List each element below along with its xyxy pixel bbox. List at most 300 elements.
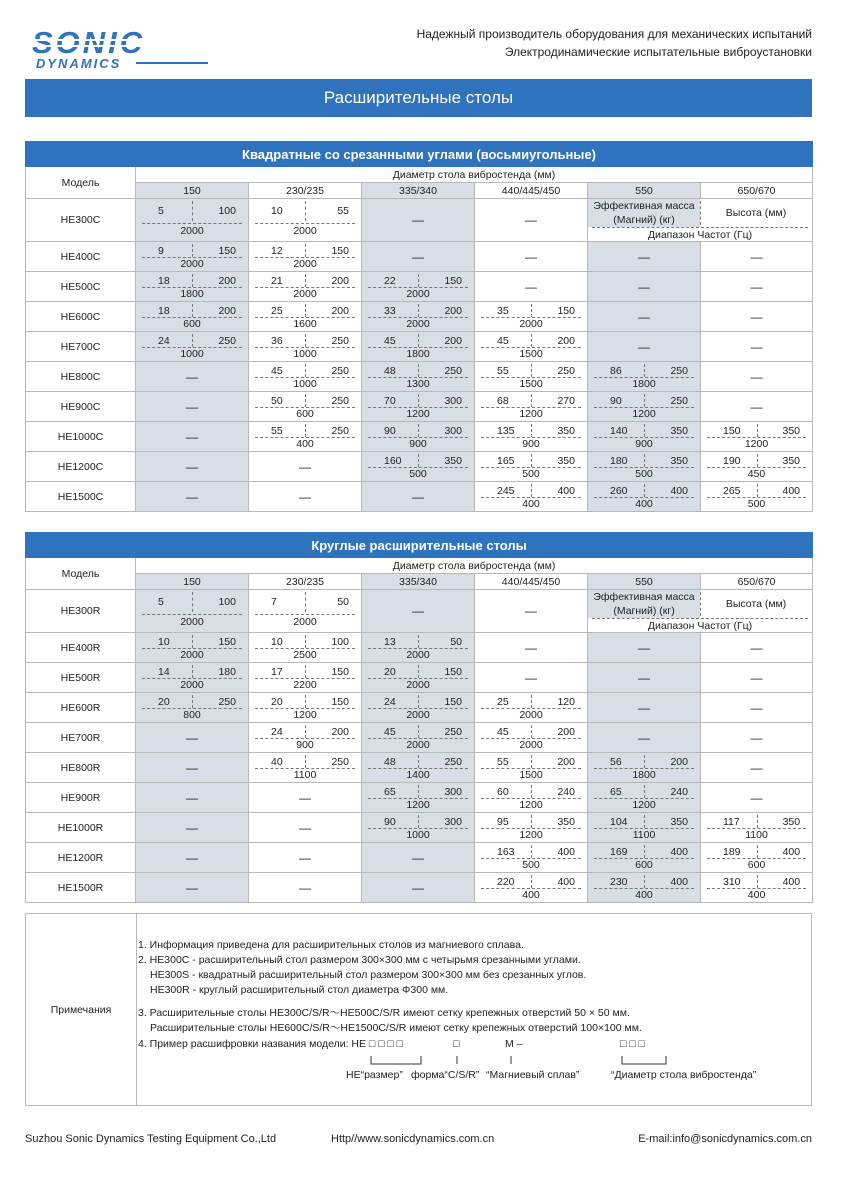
cell-divider	[305, 201, 306, 221]
mass-value: 7	[271, 596, 277, 608]
table-cell	[701, 633, 813, 663]
empty-dash: —	[750, 399, 763, 414]
frequency-value: 1000	[293, 378, 317, 390]
cell-divider	[305, 635, 306, 648]
table-cell	[588, 332, 701, 362]
frequency-value: 2000	[180, 258, 204, 270]
height-value: 350	[670, 425, 688, 437]
mass-value: 86	[610, 365, 622, 377]
legend-frequency: Диапазон Частот (Гц)	[647, 229, 753, 241]
cell-divider	[418, 304, 419, 317]
size-header-3: 440/445/450	[475, 574, 588, 590]
height-value: 200	[218, 275, 236, 287]
frequency-value: 2500	[293, 649, 317, 661]
mass-value: 265	[723, 485, 741, 497]
cell-divider	[644, 484, 645, 497]
empty-dash: —	[525, 279, 537, 294]
table-row	[26, 302, 813, 332]
cell-values	[249, 723, 361, 752]
table-cell	[136, 753, 249, 783]
svg-text:DYNAMICS: DYNAMICS	[36, 56, 122, 71]
height-value: 350	[782, 455, 801, 467]
note-line-5: 3. Расширительные столы HE300C/S/R～HE500C/S/R имеют сетку крепежных отверстий 50 × 50 мм.	[138, 1007, 630, 1019]
cell-divider	[418, 815, 419, 828]
cell-divider	[305, 725, 306, 738]
table-row	[26, 783, 813, 813]
legend-cell	[588, 199, 813, 242]
mass-value: 117	[723, 816, 740, 828]
cell-values	[136, 199, 248, 241]
empty-dash: —	[638, 339, 650, 354]
table-cell	[701, 392, 813, 422]
table-cell	[701, 482, 813, 512]
empty-dash: —	[638, 640, 650, 655]
frequency-value: 1200	[632, 799, 656, 811]
table-row	[26, 873, 813, 903]
cell-divider	[531, 424, 532, 437]
cell-values	[701, 843, 812, 872]
table-row	[26, 723, 813, 753]
empty-dash: —	[750, 790, 763, 805]
table-row	[26, 843, 813, 873]
empty-dash: —	[299, 880, 311, 895]
round-header-row	[26, 558, 813, 574]
table-cell	[701, 332, 813, 362]
frequency-value: 500	[522, 468, 540, 480]
empty-dash: —	[750, 279, 763, 294]
mass-value: 10	[271, 636, 283, 648]
mass-value: 135	[497, 425, 515, 437]
cell-divider	[531, 394, 532, 407]
mass-value: 90	[610, 395, 622, 407]
size-header-5: 650/670	[701, 183, 813, 199]
table-cell	[588, 723, 701, 753]
frequency-value: 500	[522, 859, 540, 871]
cell-divider	[305, 244, 306, 257]
height-value: 400	[670, 846, 688, 858]
table-cell	[249, 693, 362, 723]
height-value: 240	[670, 786, 688, 798]
height-value: 150	[331, 696, 349, 708]
cell-divider	[418, 334, 419, 347]
table-cell	[588, 873, 701, 903]
height-value: 150	[444, 696, 462, 708]
table-cell	[701, 753, 813, 783]
cell-values	[362, 723, 474, 752]
empty-dash: —	[299, 790, 311, 805]
mass-value: 33	[384, 305, 396, 317]
cell-values	[588, 422, 700, 451]
page-title: Расширительные столы	[25, 79, 812, 117]
model-name: HE400C	[26, 242, 136, 272]
table-cell	[136, 302, 249, 332]
mass-value: 45	[384, 726, 396, 738]
mass-value: 65	[384, 786, 396, 798]
frequency-value: 2000	[406, 679, 430, 691]
cell-divider	[192, 695, 193, 708]
cell-divider	[142, 614, 242, 615]
mass-value: 40	[271, 756, 283, 768]
size-header-5: 650/670	[701, 574, 813, 590]
legend-divider	[592, 227, 808, 228]
cell-values	[136, 272, 248, 301]
height-value: 250	[557, 365, 575, 377]
cell-divider	[531, 845, 532, 858]
height-value: 350	[670, 816, 688, 828]
frequency-value: 1200	[744, 438, 769, 450]
note-line-6: Расширительные столы HE600C/S/R～HE1500C/S/R имеют сетку крепежных отверстий 100×100 мм.	[150, 1022, 642, 1034]
octagonal-header-row	[26, 167, 813, 183]
empty-dash: —	[750, 309, 763, 324]
note-line-2: 2. HE300C - расширительный стол размером 300×300 мм с четырьмя срезанными углами.	[138, 954, 581, 966]
mass-value: 14	[158, 666, 170, 678]
frequency-value: 1100	[293, 769, 317, 781]
frequency-value: 600	[635, 859, 653, 871]
mass-value: 160	[384, 455, 402, 467]
table-cell	[249, 332, 362, 362]
height-value: 200	[218, 305, 236, 317]
table-cell	[362, 633, 475, 663]
empty-dash: —	[750, 760, 763, 775]
cell-divider	[531, 875, 532, 888]
model-name: HE500C	[26, 272, 136, 302]
legend-frequency: Диапазон Частот (Гц)	[647, 620, 753, 632]
frequency-value: 1200	[519, 408, 543, 420]
table-cell	[136, 723, 249, 753]
cell-values	[249, 392, 361, 421]
height-value: 200	[331, 726, 349, 738]
height-value: 250	[331, 365, 349, 377]
frequency-value: 2000	[180, 679, 204, 691]
table-cell	[249, 783, 362, 813]
frequency-value: 400	[635, 889, 653, 901]
mass-value: 25	[497, 696, 509, 708]
cell-values	[701, 482, 812, 511]
cell-divider	[531, 755, 532, 768]
cell-divider	[757, 845, 758, 858]
cell-values	[362, 693, 474, 722]
model-name: HE500R	[26, 663, 136, 693]
legend-mass-unit: (Магний) (кг)	[613, 605, 675, 617]
table-cell	[249, 422, 362, 452]
frequency-value: 400	[522, 889, 540, 901]
table-cell	[249, 753, 362, 783]
cell-divider	[418, 364, 419, 377]
empty-dash: —	[412, 604, 424, 618]
cell-values	[362, 452, 474, 481]
table-cell	[362, 242, 475, 272]
mass-value: 13	[384, 636, 396, 648]
cell-divider	[305, 424, 306, 437]
cell-values	[475, 422, 587, 451]
note-line-7: 4. Пример расшифровки названия модели: HE □ □ □ □	[138, 1038, 404, 1050]
frequency-value: 900	[522, 438, 540, 450]
table-cell	[475, 332, 588, 362]
footer-email[interactable]: E-mail:info@sonicdynamics.com.cn	[638, 1133, 812, 1145]
table-cell	[362, 663, 475, 693]
cell-divider	[305, 394, 306, 407]
frequency-value: 900	[296, 739, 314, 751]
empty-dash: —	[525, 213, 537, 227]
empty-dash: —	[299, 820, 311, 835]
cell-values	[249, 272, 361, 301]
size-header-1: 230/235	[249, 183, 362, 199]
cell-divider	[418, 454, 419, 467]
cell-values	[362, 272, 474, 301]
height-value: 250	[444, 365, 462, 377]
cell-values	[475, 362, 587, 391]
table-cell	[249, 482, 362, 512]
table-row	[26, 452, 813, 482]
round-table	[25, 532, 813, 903]
table-cell	[136, 693, 249, 723]
mass-value: 45	[271, 365, 283, 377]
table-cell	[588, 392, 701, 422]
table-cell	[701, 362, 813, 392]
frequency-value: 1800	[406, 348, 430, 360]
cell-values	[249, 362, 361, 391]
table-cell	[588, 663, 701, 693]
table-cell	[362, 302, 475, 332]
legend-mass: Эффективная масса	[593, 200, 695, 212]
size-header-4: 550	[588, 574, 701, 590]
table-cell	[475, 843, 588, 873]
table-cell	[588, 302, 701, 332]
mass-value: 21	[271, 275, 283, 287]
height-value: 300	[444, 816, 462, 828]
cell-values	[249, 753, 361, 782]
mass-value: 18	[158, 305, 170, 317]
empty-dash: —	[750, 730, 763, 745]
frequency-value: 1500	[519, 378, 543, 390]
model-name: HE700R	[26, 723, 136, 753]
model-name: HE1200C	[26, 452, 136, 482]
cell-values	[588, 813, 700, 842]
model-name: HE1200R	[26, 843, 136, 873]
frequency-value: 2000	[293, 288, 317, 300]
height-value: 200	[331, 305, 349, 317]
cell-values	[362, 302, 474, 331]
table-row	[26, 392, 813, 422]
note-code-shape: □	[453, 1038, 460, 1050]
frequency-value: 600	[296, 408, 314, 420]
table-cell	[362, 272, 475, 302]
height-value: 150	[444, 275, 462, 287]
cell-divider	[192, 665, 193, 678]
mass-value: 70	[384, 395, 396, 407]
table-cell	[475, 633, 588, 663]
table-cell	[249, 392, 362, 422]
frequency-value: 1500	[519, 348, 543, 360]
cell-divider	[305, 364, 306, 377]
cell-values	[475, 693, 587, 722]
height-value: 250	[331, 425, 349, 437]
mass-value: 56	[610, 756, 622, 768]
cell-divider	[757, 815, 758, 828]
cell-divider	[255, 223, 355, 224]
cell-divider	[757, 454, 758, 467]
size-header-3: 440/445/450	[475, 183, 588, 199]
legend-divider	[592, 618, 808, 619]
height-value: 270	[557, 395, 575, 407]
frequency-value: 1000	[180, 348, 204, 360]
height-value: 350	[670, 455, 688, 467]
note-line-4: HE300R - круглый расширительный стол диаметра Φ300 мм.	[150, 984, 449, 996]
height-value: 400	[557, 846, 575, 858]
legend-area	[588, 199, 812, 241]
size-header-2: 335/340	[362, 183, 475, 199]
cell-values	[362, 783, 474, 812]
frequency-value: 2200	[293, 679, 317, 691]
cell-values	[475, 843, 587, 872]
table-cell	[475, 482, 588, 512]
table-cell	[136, 843, 249, 873]
table-cell	[136, 199, 249, 242]
table-cell	[588, 242, 701, 272]
mass-value: 65	[610, 786, 622, 798]
cell-values	[249, 332, 361, 361]
cell-values	[136, 693, 248, 722]
height-value: 300	[444, 395, 462, 407]
octagonal-sizes-row	[26, 183, 813, 199]
cell-values	[136, 633, 248, 662]
size-header-2: 335/340	[362, 574, 475, 590]
cell-divider	[192, 244, 193, 257]
table-cell	[136, 663, 249, 693]
cell-values	[588, 482, 700, 511]
cell-values	[475, 813, 587, 842]
model-name: HE900C	[26, 392, 136, 422]
cell-values	[362, 663, 474, 692]
frequency-value: 1800	[180, 288, 204, 300]
table-cell	[588, 482, 701, 512]
height-value: 350	[557, 455, 575, 467]
height-value: 200	[557, 756, 575, 768]
table-cell	[362, 783, 475, 813]
table-cell	[588, 783, 701, 813]
cell-divider	[418, 274, 419, 287]
frequency-value: 2000	[519, 709, 543, 721]
table-cell	[475, 590, 588, 633]
frequency-value: 2000	[406, 288, 430, 300]
model-name: HE1500C	[26, 482, 136, 512]
octagonal-model-header: Модель	[26, 167, 136, 199]
table-cell	[136, 332, 249, 362]
table-cell	[588, 633, 701, 663]
mass-value: 310	[723, 876, 741, 888]
cell-divider	[531, 364, 532, 377]
note-code-diameter: □ □ □	[620, 1038, 645, 1050]
cell-divider	[644, 815, 645, 828]
table-cell	[249, 873, 362, 903]
cell-divider	[644, 845, 645, 858]
note-line-1: 1. Информация приведена для расширительных столов из магниевого сплава.	[138, 939, 524, 951]
cell-divider	[644, 785, 645, 798]
height-value: 400	[557, 876, 575, 888]
mass-value: 12	[271, 245, 283, 257]
mass-value: 190	[723, 455, 741, 467]
empty-dash: —	[638, 670, 650, 685]
height-value: 350	[782, 425, 801, 437]
table-row	[26, 813, 813, 843]
size-header-0: 150	[136, 183, 249, 199]
footer-website[interactable]: Http//www.sonicdynamics.com.cn	[331, 1133, 495, 1145]
table-row	[26, 362, 813, 392]
cell-values	[475, 873, 587, 902]
model-name: HE1000R	[26, 813, 136, 843]
empty-dash: —	[525, 249, 537, 264]
cell-divider	[757, 875, 758, 888]
height-value: 250	[218, 335, 236, 347]
table-cell	[249, 199, 362, 242]
cell-divider	[531, 304, 532, 317]
frequency-value: 500	[635, 468, 653, 480]
height-value: 200	[670, 756, 688, 768]
height-value: 100	[331, 636, 349, 648]
cell-divider	[418, 394, 419, 407]
empty-dash: —	[412, 213, 424, 227]
frequency-value: 400	[747, 889, 766, 901]
height-value: 400	[557, 485, 575, 497]
table-cell	[701, 723, 813, 753]
frequency-value: 1100	[745, 829, 768, 841]
height-value: 150	[218, 636, 236, 648]
legend-diameter: “Диаметр стола вибростенда”	[611, 1069, 757, 1081]
frequency-value: 450	[747, 468, 766, 480]
empty-dash: —	[186, 399, 198, 414]
height-value: 400	[782, 485, 801, 497]
cell-divider	[192, 334, 193, 347]
mass-value: 55	[271, 425, 283, 437]
frequency-value: 1200	[293, 709, 317, 721]
table-cell	[475, 783, 588, 813]
empty-dash: —	[638, 700, 650, 715]
height-value: 250	[670, 395, 688, 407]
mass-value: 90	[384, 425, 396, 437]
table-cell	[249, 272, 362, 302]
height-value: 55	[337, 205, 349, 217]
table-cell	[475, 873, 588, 903]
note-code-material: M –	[505, 1038, 523, 1050]
page-header	[0, 0, 850, 80]
table-cell	[136, 873, 249, 903]
mass-value: 169	[610, 846, 628, 858]
table-cell	[362, 873, 475, 903]
table-cell	[362, 422, 475, 452]
frequency-value: 1100	[632, 829, 656, 841]
height-value: 150	[444, 666, 462, 678]
mass-value: 24	[271, 726, 283, 738]
cell-divider	[531, 815, 532, 828]
model-name: HE300R	[26, 590, 136, 633]
mass-value: 50	[271, 395, 283, 407]
mass-value: 245	[497, 485, 515, 497]
empty-dash: —	[525, 604, 537, 618]
table-cell	[475, 302, 588, 332]
cell-values	[588, 362, 700, 391]
table-row	[26, 482, 813, 512]
cell-values	[362, 422, 474, 451]
cell-values	[362, 362, 474, 391]
frequency-value: 1400	[406, 769, 430, 781]
empty-dash: —	[638, 309, 650, 324]
table-cell	[362, 362, 475, 392]
table-row	[26, 633, 813, 663]
note-line-3: HE300S - квадратный расширительный стол размером 300×300 мм без срезанных углов.	[150, 969, 587, 981]
height-value: 400	[782, 876, 801, 888]
sonic-dynamics-logo	[30, 26, 210, 74]
model-name: HE400R	[26, 633, 136, 663]
